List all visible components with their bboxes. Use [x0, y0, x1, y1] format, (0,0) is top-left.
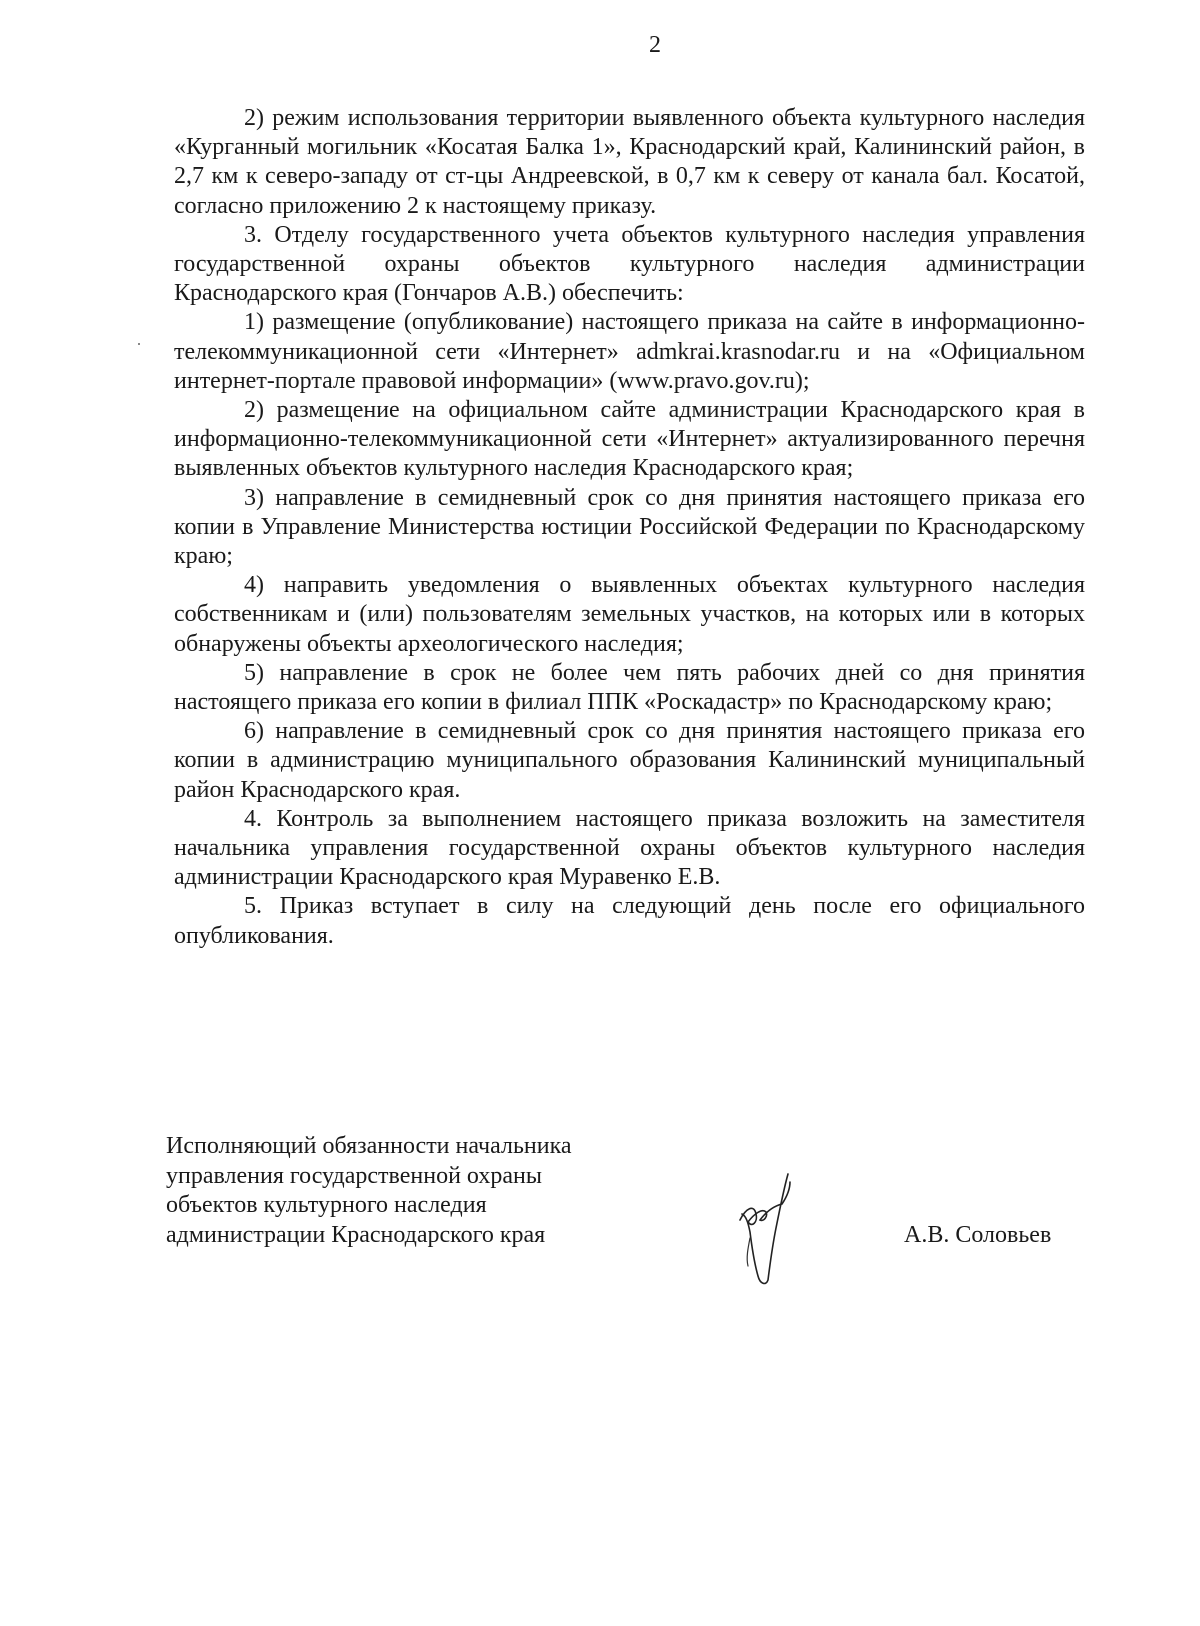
paragraph-item-3-6: 6) направление в семидневный срок со дня принятия настоящего приказа его копии в администрацию муниципального образования Калининский муниципальный район Краснодарского края. — [174, 718, 1085, 803]
signatory-position-line: администрации Краснодарского края — [166, 1221, 546, 1248]
paragraph-item-3-1: 1) размещение (опубликование) настоящего приказа на сайте в информационно-телекоммуникационной сети «Интернет» admkrai.krasnodar.ru и на «Официальном интернет-портале правовой информации» (www.pravo.gov.ru); — [174, 309, 1085, 394]
handwritten-signature — [730, 1168, 810, 1288]
signatory-name: А.В. Соловьев — [904, 1222, 1052, 1248]
signatory-position-line: объектов культурного наследия — [166, 1192, 487, 1218]
scan-speck — [138, 343, 140, 345]
paragraph-item-4: 4. Контроль за выполнением настоящего приказа возложить на заместителя начальника управления государственной охраны объектов культурного наследия администрации Краснодарского края Муравенко Е.В. — [174, 805, 1085, 891]
paragraph-item-3-5: 5) направление в срок не более чем пять рабочих дней со дня принятия настоящего приказа его копии в филиал ППК «Роскадастр» по Краснодарскому краю; — [174, 659, 1085, 716]
paragraph-item-5: 5. Приказ вступает в силу на следующий день после его официального опубликования. — [174, 893, 1085, 949]
signatory-position-line: Исполняющий обязанности начальника — [166, 1133, 572, 1159]
paragraph-item-3: 3. Отделу государственного учета объектов культурного наследия управления государственной охраны объектов культурного наследия администрации Краснодарского края (Гончаров А.В.) обеспечить: — [174, 221, 1085, 307]
paragraph-territory-regime: 2) режим использования территории выявленного объекта культурного наследия «Курганный могильник «Косатая Балка 1», Краснодарский край, Калининский район, в 2,7 км к северо-западу от ст-цы Андреевской, в 0,7 км к северу от канала бал. Косатой, согласно приложению 2 к настоящему приказу. — [174, 105, 1085, 219]
page-number: 2 — [649, 32, 661, 58]
signatory-position — [166, 1132, 646, 1250]
signatory-position-line: управления государственной охраны — [166, 1162, 542, 1189]
paragraph-item-3-4: 4) направить уведомления о выявленных объектах культурного наследия собственникам и (или) пользователям земельных участков, на которых или в которых обнаружены объекты археологического наследия; — [174, 572, 1085, 657]
document-body — [174, 104, 1085, 951]
paragraph-item-3-3: 3) направление в семидневный срок со дня принятия настоящего приказа его копии в Управление Министерства юстиции Российской Федерации по Краснодарскому краю; — [174, 484, 1085, 570]
paragraph-item-3-2: 2) размещение на официальном сайте администрации Краснодарского края в информационно-телекоммуникационной сети «Интернет» актуализированного перечня выявленных объектов культурного наследия Краснодарского края; — [174, 397, 1085, 482]
